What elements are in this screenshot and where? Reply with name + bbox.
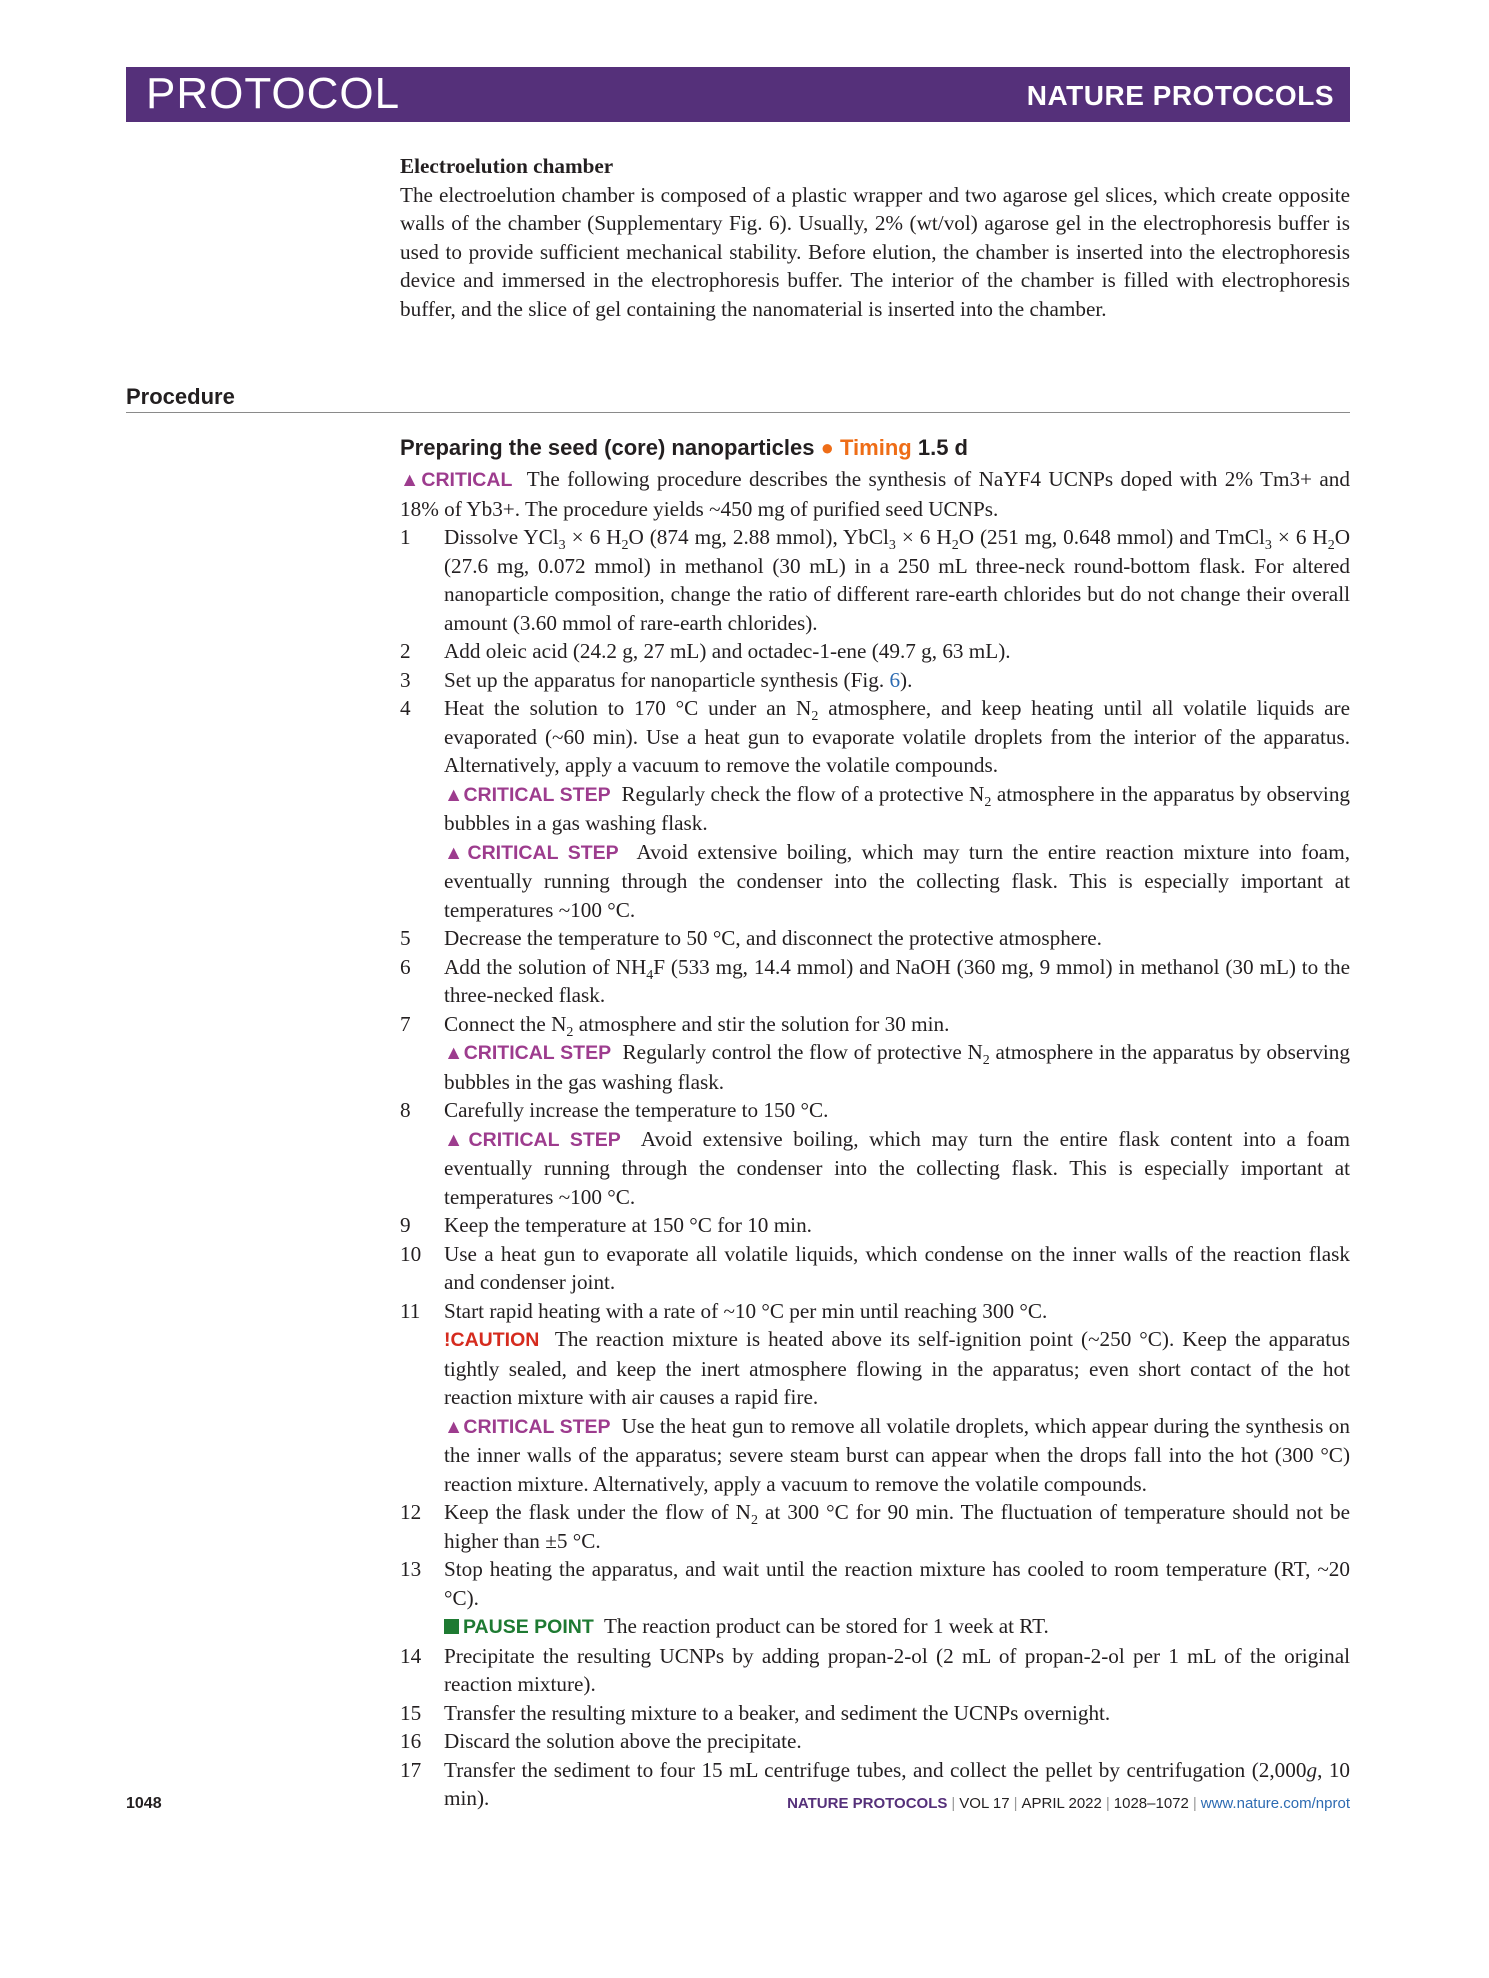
critical-step-label: ▲CRITICAL STEP [444, 1042, 612, 1064]
step-6 [400, 953, 1350, 1010]
critical-step-note: ▲CRITICAL STEP Use the heat gun to remove all volatile droplets, which appear during the synthesis on the inner walls of the apparatus; severe steam burst can appear when the drops fall into the hot (300 °C) reaction mixture. Alternatively, apply a vacuum to remove the volatile compounds. [444, 1413, 1350, 1496]
step-text: Transfer the sediment to four 15 mL centrifuge tubes, and collect the pellet by centrifugation (2,000g, 10 min). [444, 1757, 1351, 1810]
footer-date: APRIL 2022 [1021, 1795, 1102, 1812]
pause-point-icon [444, 1619, 459, 1634]
footer-journal: NATURE PROTOCOLS [787, 1795, 948, 1812]
step-text: Dissolve YCl$_3$ × 6 $H_2O$ (874 mg, 2.88 mmol), YbCl$_3$ × 6 $H_2O$ (251 mg, 0.648 mmol) and TmCl$_3$ × 6 $H_2O$ (27.6 mg, 0.072 mmol) in methanol (30 mL) in a 250 mL three-neck round-bottom flask. For altered nanoparticle composition, change the ratio of different rare-earth chlorides but do not change their overall amount (3.60 mmol of rare-earth chlorides). [444, 525, 1351, 635]
step-text: Carefully increase the temperature to 150 °C. [444, 1098, 829, 1122]
header-journal-name: NATURE PROTOCOLS [1026, 80, 1334, 111]
step-number: 16 [400, 1729, 422, 1753]
step-12 [400, 1498, 1350, 1555]
step-5 [400, 924, 1350, 953]
step-14 [400, 1642, 1350, 1699]
step-1 [400, 523, 1350, 637]
step-number: 15 [400, 1700, 422, 1725]
critical-step-note: ▲CRITICAL STEP Regularly check the flow of a protective $N_2$ atmosphere in the apparatus by observing bubbles in a gas washing flask. [444, 781, 1351, 835]
step-number: 7 [400, 1011, 411, 1036]
step-text: Add the solution of $NH_4F$ (533 mg, 14.4 mmol) and NaOH (360 mg, 9 mmol) in methanol (30 mL) to the three-necked flask. [444, 954, 1351, 1007]
step-text: Keep the temperature at 150 °C for 10 min. [444, 1213, 812, 1237]
step-number: 12 [400, 1500, 422, 1524]
step-number: 2 [400, 639, 411, 663]
step-text: Set up the apparatus for nanoparticle synthesis (Fig. 6). [444, 667, 913, 692]
step-7 [400, 1010, 1350, 1097]
figure-link[interactable]: 6 [889, 667, 901, 692]
step-text: Heat the solution to 170 °C under an $N_2$ atmosphere, and keep heating until all volatile liquids are evaporated (~60 min). Use a heat gun to evaporate volatile droplets from the interior of the apparatus. Alternatively, apply a vacuum to remove the volatile compounds. [444, 696, 1350, 777]
critical-step-label: ▲CRITICAL STEP [444, 1128, 621, 1151]
step-number: 10 [400, 1241, 422, 1266]
procedure-subheading [400, 431, 1350, 465]
step-11 [400, 1297, 1350, 1499]
step-number: 8 [400, 1098, 411, 1122]
step-number: 11 [400, 1298, 421, 1323]
step-number: 17 [400, 1757, 422, 1782]
critical-step-label: ▲CRITICAL STEP [444, 841, 619, 864]
step-number: 13 [400, 1557, 422, 1581]
caution-note: !CAUTION The reaction mixture is heated above its self-ignition point (~250 °C). Keep the apparatus tightly sealed, and keep the inert atmosphere flowing in the apparatus; even short contact of the hot reaction mixture with air causes a rapid fire. [444, 1327, 1350, 1409]
footer-url[interactable]: www.nature.com/nprot [1200, 1795, 1350, 1812]
step-number: 1 [400, 525, 411, 549]
step-text: Keep the flask under the flow of $N_2$ at 300 °C for 90 min. The fluctuation of temperature should not be higher than ±5 °C. [444, 1500, 1350, 1553]
page-number: 1048 [126, 1795, 162, 1812]
step-2 [400, 637, 1350, 666]
step-text: Precipitate the resulting UCNPs by adding propan-2-ol (2 mL of propan-2-ol per 1 mL of the original reaction mixture). [444, 1643, 1350, 1696]
procedure-intro-text: The following procedure describes the synthesis of NaYF4 UCNPs doped with 2% Tm3+ and 18% of Yb3+. The procedure yields ~450 mg of purified seed UCNPs. [400, 467, 1350, 521]
step-text: Decrease the temperature to 50 °C, and disconnect the protective atmosphere. [444, 926, 1102, 950]
procedure-intro [400, 465, 1350, 523]
step-number: 9 [400, 1213, 411, 1237]
step-number: 4 [400, 696, 411, 720]
step-text: Start rapid heating with a rate of ~10 °C per min until reaching 300 °C. [444, 1298, 1048, 1323]
pause-point-label: PAUSE POINT [463, 1616, 594, 1638]
step-15 [400, 1699, 1350, 1728]
caution-label: !CAUTION [444, 1329, 540, 1351]
critical-step-label: ▲CRITICAL STEP [444, 783, 611, 806]
header-banner [126, 67, 1350, 122]
footer-volume: VOL 17 [959, 1795, 1010, 1812]
step-text: Stop heating the apparatus, and wait until the reaction mixture has cooled to room temperature (RT, ~20 °C). [444, 1557, 1350, 1610]
footer-citation: NATURE PROTOCOLS | VOL 17 | APRIL 2022 | 1028–1072 | www.nature.com/nprot [787, 1795, 1350, 1812]
timing-label: Timing [840, 435, 912, 460]
procedure-title: Preparing the seed (core) nanoparticles [400, 435, 815, 460]
critical-step-note: ▲CRITICAL STEP Avoid extensive boiling, which may turn the entire flask content into a foam eventually running through the condenser into the collecting flask. This is especially important at temperatures ~100 °C. [444, 1126, 1350, 1209]
procedure-section-heading: Procedure [126, 382, 1350, 413]
step-number: 6 [400, 954, 411, 979]
step-number: 14 [400, 1643, 422, 1668]
step-13 [400, 1555, 1350, 1642]
critical-step-label: ▲CRITICAL STEP [444, 1415, 611, 1438]
step-text: Discard the solution above the precipitate. [444, 1729, 802, 1753]
timing-dot-icon: ● [820, 435, 834, 460]
electroelution-block [400, 152, 1350, 323]
footer-pages: 1028–1072 [1113, 1795, 1189, 1812]
step-text: Connect the $N_2$ atmosphere and stir the solution for 30 min. [444, 1011, 950, 1040]
step-8 [400, 1096, 1350, 1211]
step-16 [400, 1727, 1350, 1756]
electroelution-paragraph: The electroelution chamber is composed of a plastic wrapper and two agarose gel slices, which create opposite walls of the chamber (Supplementary Fig. 6). Usually, 2% (wt/vol) agarose gel in the electrophoresis buffer is used to provide sufficient mechanical stability. Before elution, the chamber is inserted into the electrophoresis device and immersed in the electrophoresis buffer. The interior of the chamber is filled with electrophoresis buffer, and the slice of gel containing the nanomaterial is inserted into the chamber. [400, 182, 1350, 321]
step-3 [400, 666, 1350, 695]
timing-value: 1.5 d [917, 435, 968, 460]
critical-step-note: ▲CRITICAL STEP Avoid extensive boiling, which may turn the entire reaction mixture into foam, eventually running through the condenser into the collecting flask. This is especially important at temperatures ~100 °C. [444, 839, 1350, 922]
step-number: 3 [400, 667, 411, 692]
step-text: Use a heat gun to evaporate all volatile liquids, which condense on the inner walls of the reaction flask and condenser joint. [444, 1241, 1350, 1294]
step-4 [400, 694, 1350, 924]
step-10 [400, 1240, 1350, 1297]
procedure-block [400, 431, 1350, 1813]
critical-label: ▲CRITICAL [400, 469, 513, 491]
step-text: Add oleic acid (24.2 g, 27 mL) and octadec-1-ene (49.7 g, 63 mL). [444, 639, 1011, 663]
pause-point-note: PAUSE POINT The reaction product can be stored for 1 week at RT. [444, 1612, 1350, 1642]
electroelution-heading: Electroelution chamber [400, 154, 614, 178]
critical-step-note: ▲CRITICAL STEP Regularly control the flow of protective $N_2$ atmosphere in the apparatus by observing bubbles in the gas washing flask. [444, 1040, 1350, 1094]
step-9 [400, 1211, 1350, 1240]
step-text: Transfer the resulting mixture to a beaker, and sediment the UCNPs overnight. [444, 1700, 1111, 1725]
step-number: 5 [400, 926, 411, 950]
header-section-label: PROTOCOL [146, 69, 401, 118]
